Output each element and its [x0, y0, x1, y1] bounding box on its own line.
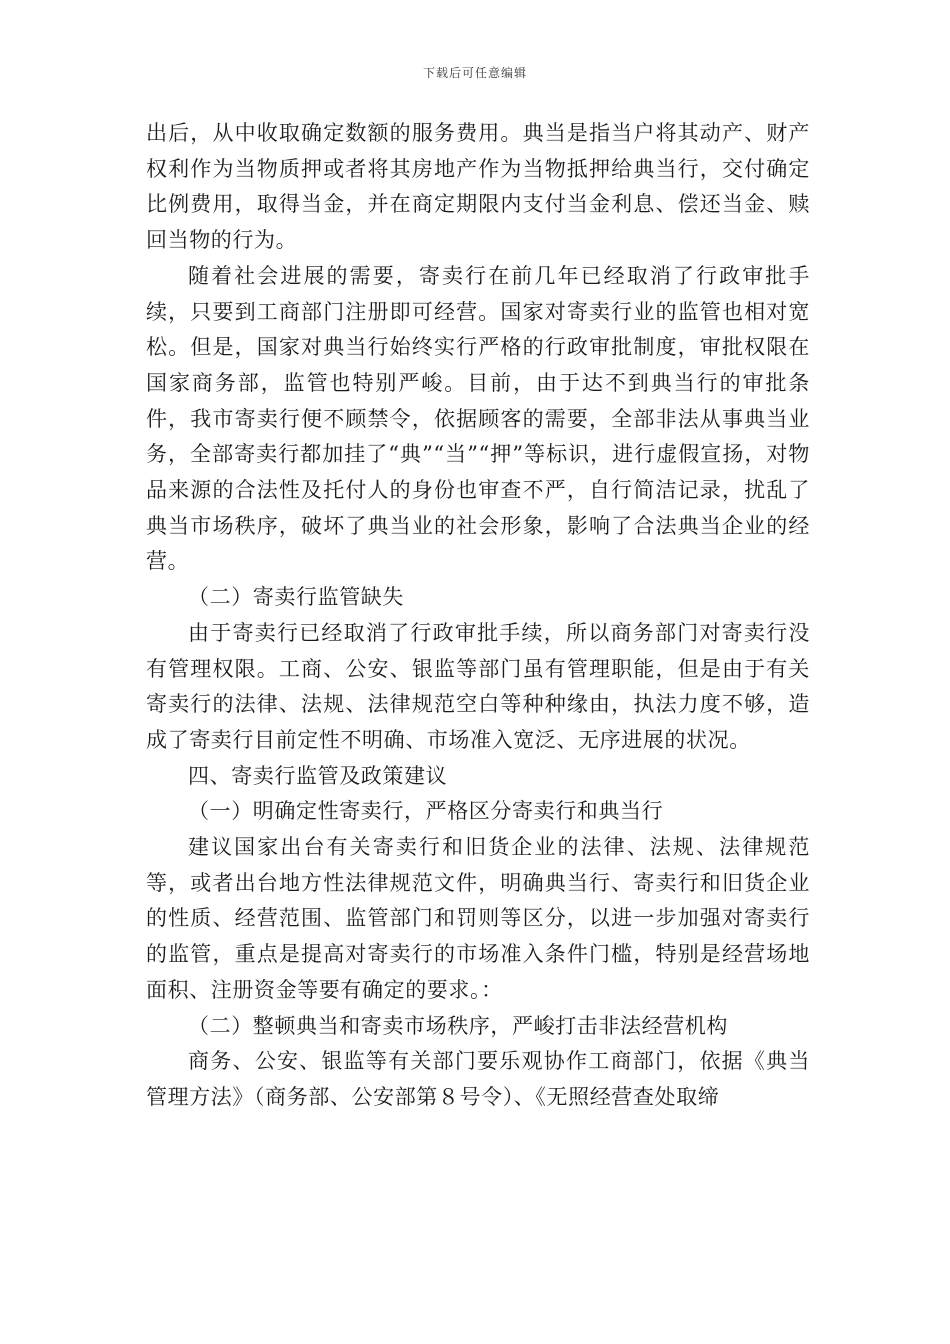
document-body [146, 116, 810, 1116]
section-heading: （二）寄卖行监管缺失 [188, 585, 404, 610]
paragraph: 出后，从中收取确定数额的服务费用。典当是指当户将其动产、财产权利作为当物质押或者将其房地产作为当物抵押给典当行，交付确定比例费用，取得当金，并在商定期限内支付当金利息、偿还当金、赎回当物的行为。 [146, 121, 810, 253]
section-heading: 四、寄卖行监管及政策建议 [188, 763, 448, 788]
paragraph: 随着社会进展的需要，寄卖行在前几年已经取消了行政审批手续，只要到工商部门注册即可经营。国家对寄卖行业的监管也相对宽松。但是，国家对典当行始终实行严格的行政审批制度，审批权限在国家商务部，监管也特别严峻。目前，由于达不到典当行的审批条件，我市寄卖行便不顾禁令，依据顾客的需要，全部非法从事典当业务，全部寄卖行都加挂了“典”“当”“押”等标识，进行虚假宣扬，对物品来源的合法性及托付人的身份也审查不严，自行简洁记录，扰乱了典当市场秩序，破坏了典当业的社会形象，影响了合法典当企业的经营。 [146, 263, 810, 574]
paragraph: 由于寄卖行已经取消了行政审批手续，所以商务部门对寄卖行没有管理权限。工商、公安、银监等部门虽有管理职能，但是由于有关寄卖行的法律、法规、法律规范空白等种种缘由，执法力度不够，造成了寄卖行目前定性不明确、市场准入宽泛、无序进展的状况。 [146, 620, 810, 752]
page-header: 下载后可任意编辑 [422, 66, 527, 80]
section-heading: （一）明确定性寄卖行，严格区分寄卖行和典当行 [188, 799, 664, 824]
section-heading: （二）整顿典当和寄卖市场秩序，严峻打击非法经营机构 [188, 1013, 728, 1038]
paragraph: 商务、公安、银监等有关部门要乐观协作工商部门，依据《典当管理方法》（商务部、公安部第８号令）、《无照经营查处取缔 [146, 1049, 810, 1109]
paragraph: 建议国家出台有关寄卖行和旧货企业的法律、法规、法律规范等，或者出台地方性法律规范文件，明确典当行、寄卖行和旧货企业的性质、经营范围、监管部门和罚则等区分，以进一步加强对寄卖行的监管，重点是提高对寄卖行的市场准入条件门槛，特别是经营场地面积、注册资金等要有确定的要求。： [146, 835, 810, 1002]
